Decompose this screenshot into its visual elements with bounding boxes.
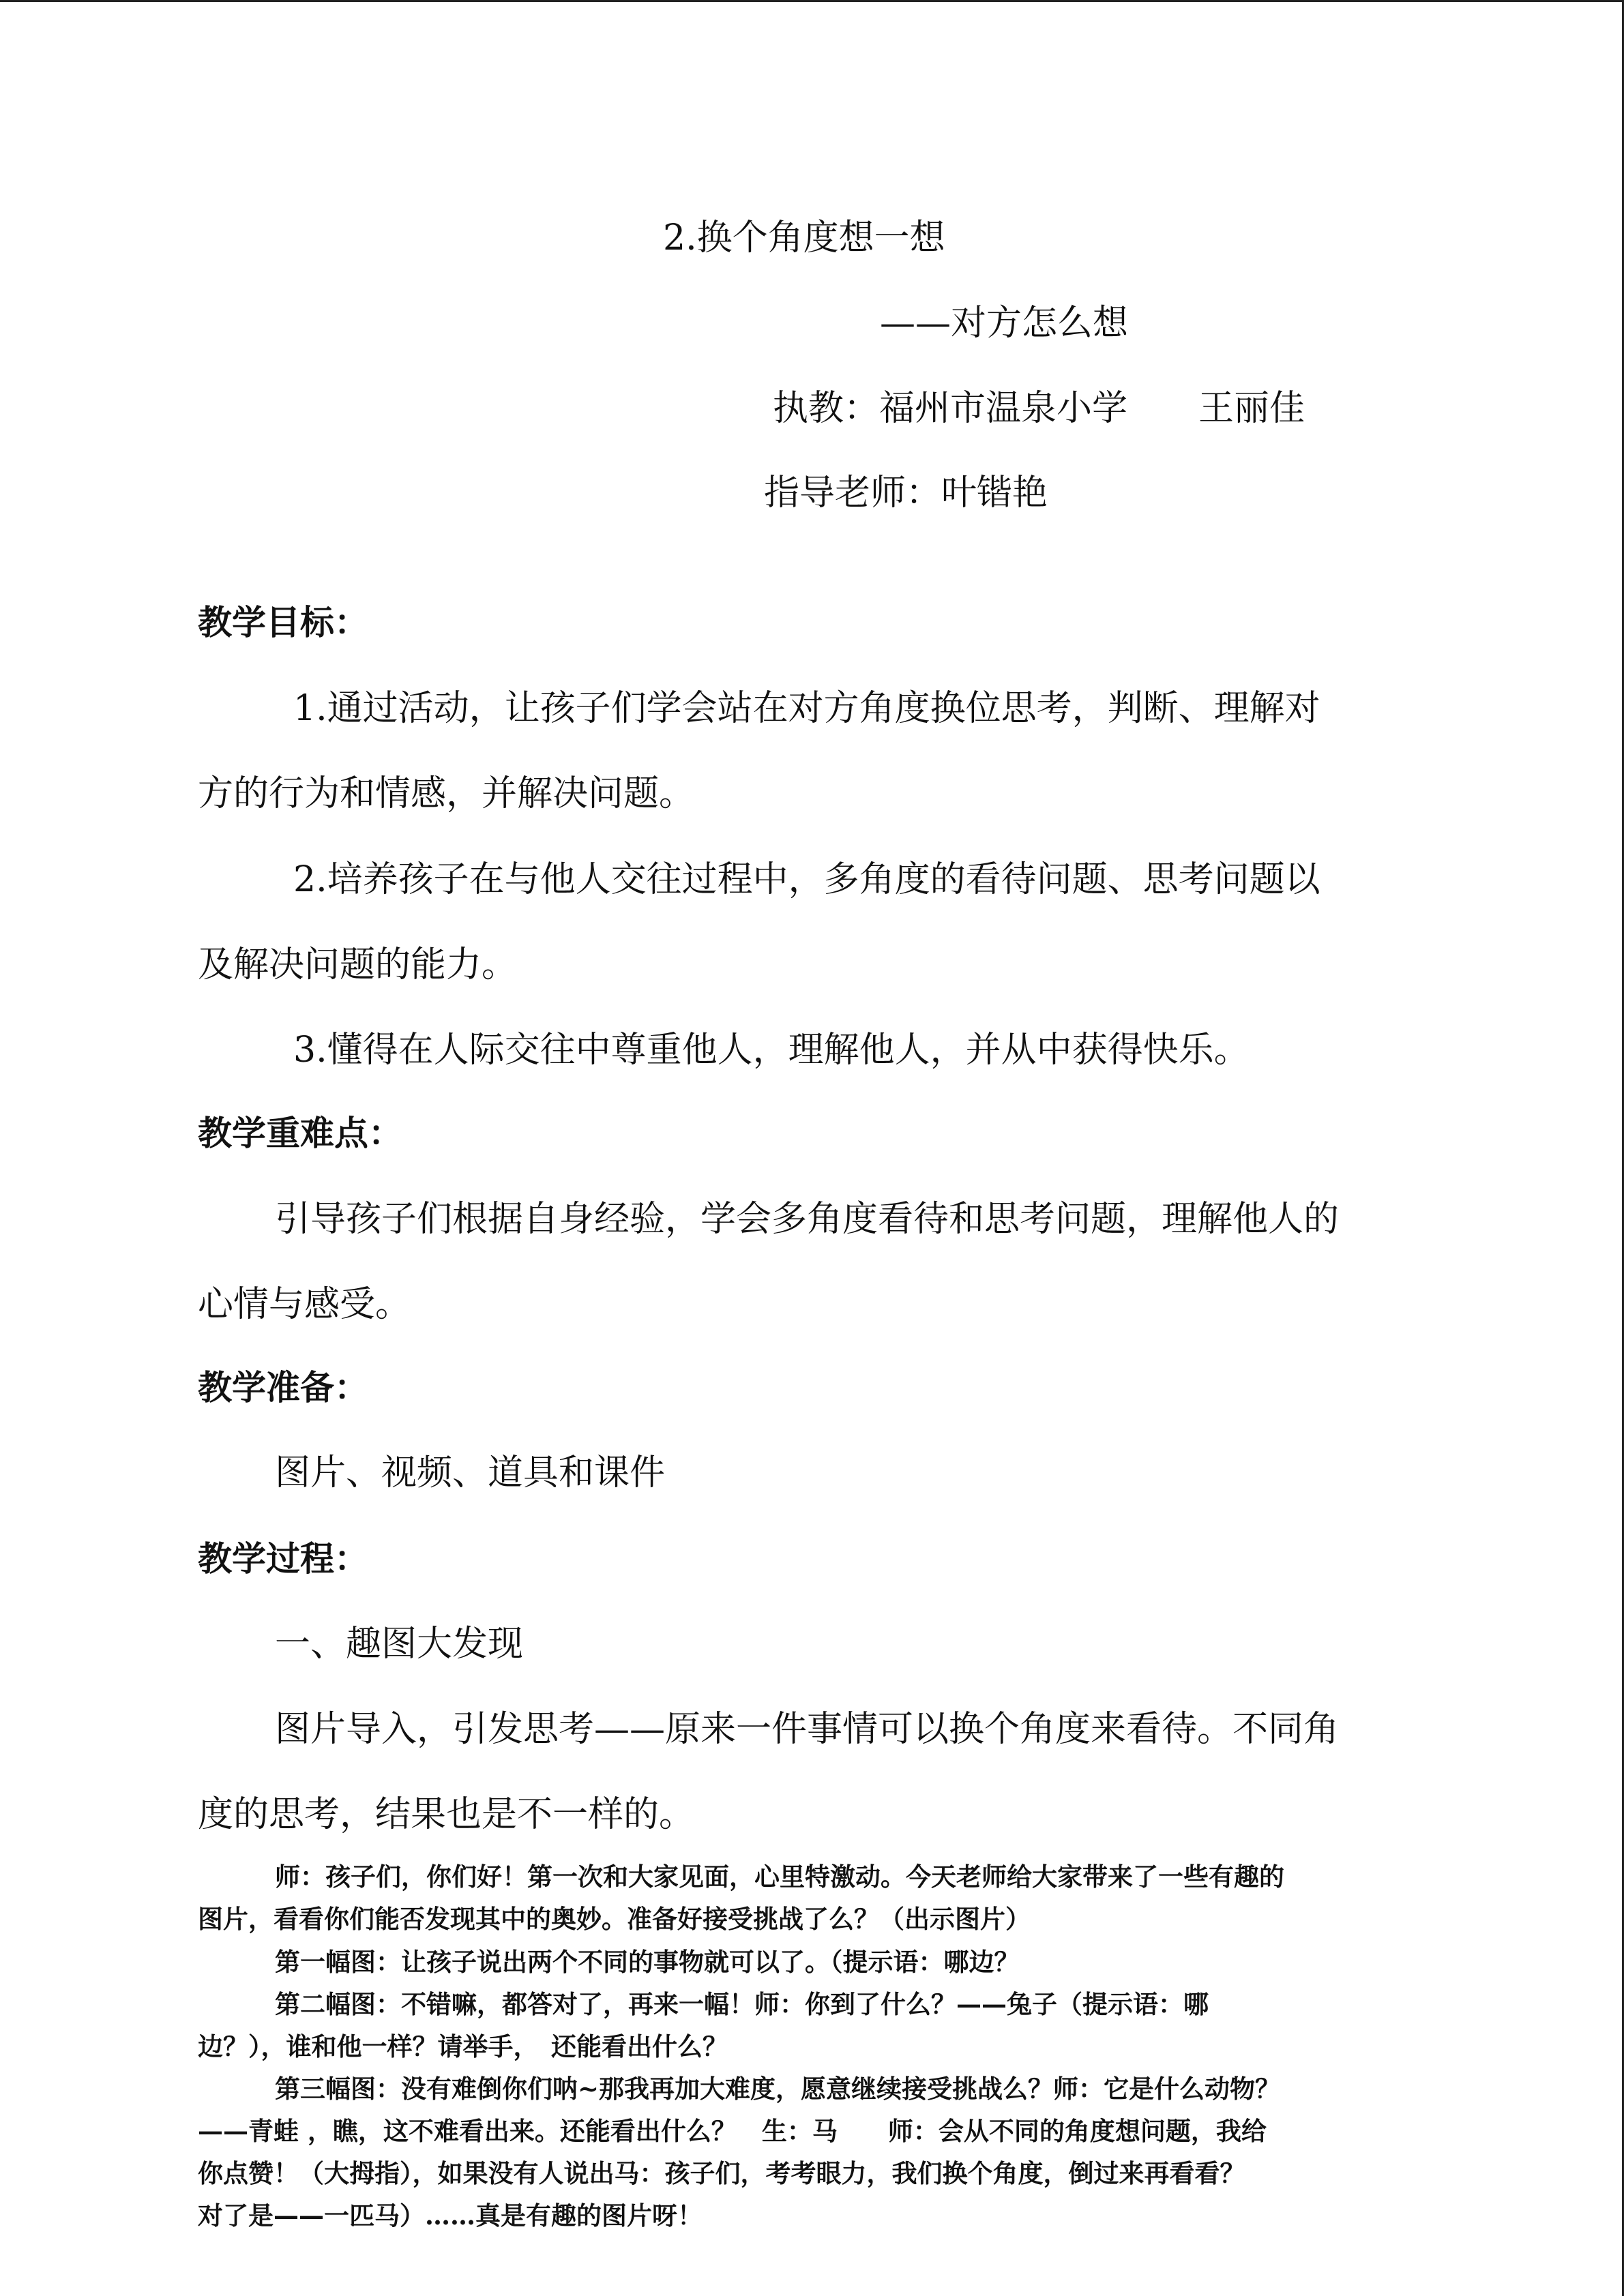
- intro-line-1: 图片导入，引发思考——原来一件事情可以换个角度来看待。不同角: [275, 1709, 1340, 1750]
- keypoints-heading: 教学重难点：: [198, 1114, 402, 1153]
- document-subtitle: ——对方怎么想: [880, 303, 1129, 344]
- objective-1-line-2: 方的行为和情感，并解决问题。: [198, 773, 695, 814]
- detail-line-2: 图片，看看你们能否发现其中的奥妙。准备好接受挑战了么？（出示图片）: [198, 1904, 1031, 1934]
- detail-line-6: 第三幅图：没有难倒你们呐~那我再加大难度，愿意继续接受挑战么？师：它是什么动物？: [275, 2074, 1280, 2104]
- detail-line-3: 第一幅图：让孩子说出两个不同的事物就可以了。（提示语：哪边？: [275, 1947, 1020, 1977]
- teacher-line: 执教：福州市温泉小学 王丽佳: [773, 388, 1305, 429]
- process-heading: 教学过程：: [198, 1539, 368, 1579]
- detail-line-1: 师：孩子们，你们好！第一次和大家见面，心里特激动。今天老师给大家带来了一些有趣的: [275, 1862, 1284, 1892]
- objective-2-line-1: 2.培养孩子在与他人交往过程中，多角度的看待问题、思考问题以: [293, 859, 1320, 900]
- objective-2-line-2: 及解决问题的能力。: [198, 944, 518, 985]
- document-title: 2.换个角度想一想: [663, 218, 945, 258]
- page-border-top: [0, 0, 1624, 2]
- keypoints-line-1: 引导孩子们根据自身经验，学会多角度看待和思考问题，理解他人的: [275, 1199, 1340, 1240]
- detail-line-8: 你点赞！（大拇指），如果没有人说出马：孩子们，考考眼力，我们换个角度，倒过来再看看？: [198, 2158, 1245, 2188]
- detail-line-5: 边？），谁和他一样？请举手， 还能看出什么？: [198, 2031, 728, 2061]
- detail-line-7: ——青蛙 ，瞧，这不难看出来。还能看出什么？ 生：马 师：会从不同的角度想问题，我给: [198, 2116, 1267, 2146]
- detail-line-4: 第二幅图：不错嘛，都答对了，再来一幅！师：你到了什么？——兔子（提示语：哪: [275, 1989, 1209, 2019]
- objectives-heading: 教学目标：: [198, 603, 368, 642]
- objective-1-line-1: 1.通过活动，让孩子们学会站在对方角度换位思考，判断、理解对: [293, 688, 1320, 729]
- objective-3: 3.懂得在人际交往中尊重他人，理解他人，并从中获得快乐。: [293, 1030, 1250, 1071]
- keypoints-line-2: 心情与感受。: [198, 1284, 411, 1325]
- advisor-line: 指导老师：叶锴艳: [764, 473, 1048, 513]
- detail-line-9: 对了是——一匹马）……真是有趣的图片呀！: [198, 2201, 703, 2231]
- preparation-text: 图片、视频、道具和课件: [275, 1452, 666, 1493]
- intro-line-2: 度的思考，结果也是不一样的。: [198, 1794, 695, 1835]
- preparation-heading: 教学准备：: [198, 1368, 368, 1407]
- section-1-title: 一、趣图大发现: [275, 1624, 524, 1665]
